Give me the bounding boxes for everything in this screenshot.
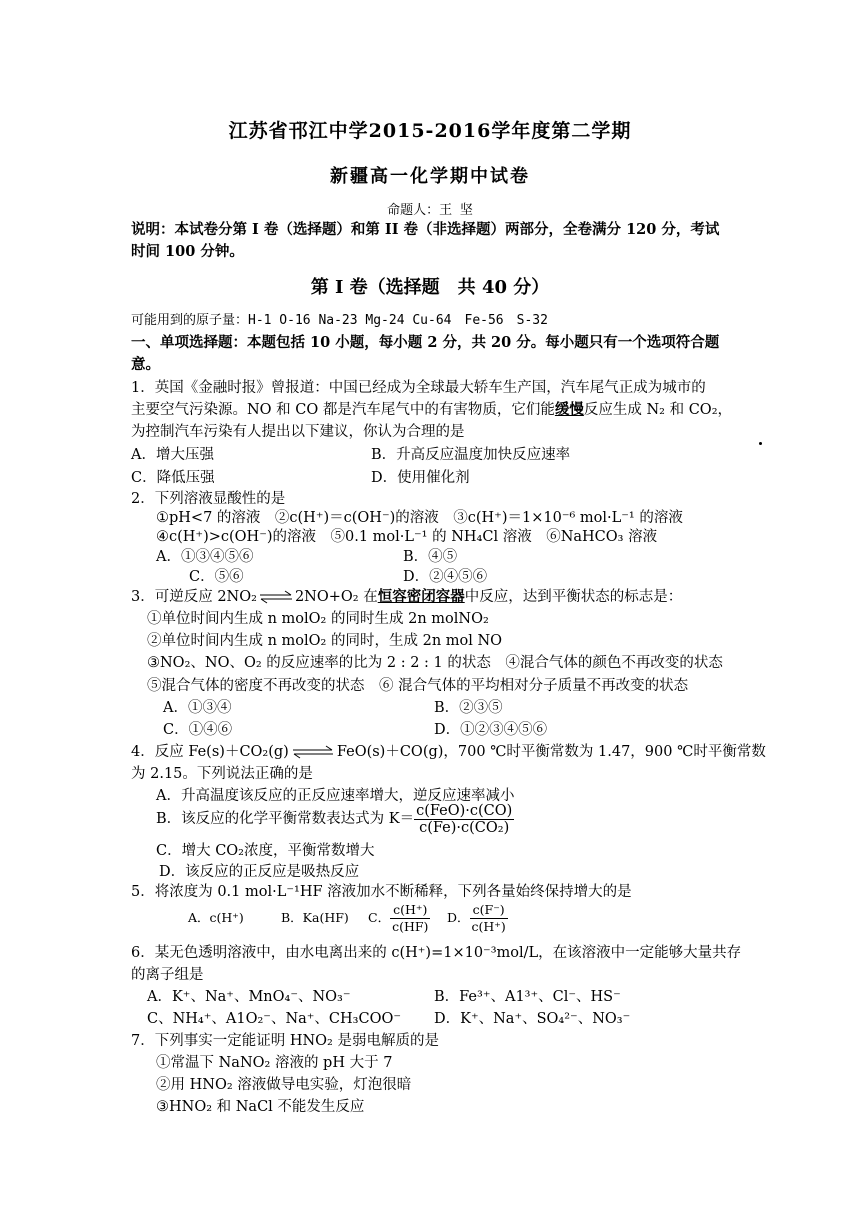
q3-statement-1: ①单位时间内生成 n molO₂ 的同时生成 2n molNO₂ [147, 611, 489, 627]
q5-option-b: B．Ka(HF) [281, 910, 349, 925]
q4-option-d: D．该反应的正反应是吸热反应 [159, 864, 360, 880]
q4-stem-text-a: 4．反应 Fe(s)＋CO₂(g) [131, 744, 289, 760]
q5-d-numerator: c(F⁻) [470, 902, 508, 919]
q3-stem-text-a: 3．可逆反应 2NO₂ [131, 589, 257, 605]
q3-statement-4: ⑤混合气体的密度不再改变的状态 ⑥ 混合气体的平均相对分子质量不再改变的状态 [147, 678, 689, 694]
q4-stem-text-b: FeO(s)＋CO(g)，700 ℃时平衡常数为 1.47，900 ℃时平衡常数 [336, 744, 766, 760]
q5-option-d-label: D． [447, 910, 470, 925]
equilibrium-arrow-icon [292, 745, 334, 759]
intro-line-1: 说明：本试卷分第 I 卷（选择题）和第 II 卷（非选择题）两部分，全卷满分 120 分，考试 [131, 221, 720, 238]
exam-title: 江苏省邗江中学2015-2016学年度第二学期 [228, 120, 632, 142]
q4-option-a: A．升高温度该反应的正反应速率增大，逆反应速率减小 [156, 788, 515, 804]
q1-stem-text-a: 主要空气污染源。NO 和 CO 都是汽车尾气中的有害物质，它们能 [131, 402, 555, 418]
intro-line-2: 时间 100 分钟。 [131, 243, 244, 260]
q3-option-b: B．②③⑤ [434, 700, 503, 716]
q4-fraction-denominator: c(Fe)·c(CO₂) [419, 819, 510, 836]
q3-option-d: D．①②③④⑤⑥ [434, 722, 548, 738]
q2-stem: 2．下列溶液显酸性的是 [131, 491, 286, 507]
q6-stem-line-2: 的离子组是 [131, 967, 204, 983]
stray-dot [759, 442, 762, 445]
q7-stem: 7．下列事实一定能证明 HNO₂ 是弱电解质的是 [131, 1033, 439, 1049]
q4-equilibrium-fraction [414, 803, 514, 836]
author-line: 命题人：王 坚 [387, 203, 473, 218]
q1-option-b: B．升高反应温度加快反应速率 [371, 447, 571, 463]
atomic-masses: 可能用到的原子量：H-1 O-16 Na-23 Mg-24 Cu-64 Fe-56 S-32 [131, 313, 548, 328]
q6-option-a: A．K⁺、Na⁺、MnO₄⁻、NO₃⁻ [147, 989, 351, 1005]
q3-option-c: C．①④⑥ [163, 722, 233, 738]
q1-option-d: D．使用催化剂 [371, 470, 470, 486]
q3-statement-2: ②单位时间内生成 n molO₂ 的同时，生成 2n mol NO [147, 633, 503, 649]
q5-option-d [447, 900, 508, 936]
q2-option-a: A．①③④⑤⑥ [156, 549, 254, 565]
exam-subtitle: 新疆高一化学期中试卷 [330, 166, 530, 187]
q3-statement-3: ③NO₂、NO、O₂ 的反应速率的比为 2 : 2 : 1 的状态 ④混合气体的颜色不再改变的状态 [147, 655, 723, 671]
q7-statement-3: ③HNO₂ 和 NaCl 不能发生反应 [156, 1099, 365, 1115]
q3-stem-text-c: 中反应，达到平衡状态的标志是： [464, 589, 683, 605]
section-title: 第 I 卷（选择题 共 40 分） [310, 277, 550, 298]
q2-statements-2: ④c(H⁺)>c(OH⁻)的溶液 ⑤0.1 mol·L⁻¹ 的 NH₄Cl 溶液 ⑥NaHCO₃ 溶液 [156, 529, 658, 545]
q2-option-d: D．②④⑤⑥ [403, 569, 488, 585]
q5-stem: 5．将浓度为 0.1 mol·L⁻¹HF 溶液加水不断稀释，下列各量始终保持增大的是 [131, 884, 632, 900]
section-instruction-1: 一、单项选择题：本题包括 10 小题，每小题 2 分，共 20 分。每小题只有一个选项符合题 [131, 334, 720, 351]
q1-stem-text-b: 反应生成 N₂ 和 CO₂， [583, 402, 733, 418]
q2-option-c: C．⑤⑥ [189, 569, 244, 585]
q4-option-c: C．增大 CO₂浓度，平衡常数增大 [156, 843, 375, 859]
q3-underlined-phrase: 恒容密闭容器 [377, 588, 465, 605]
q7-statement-2: ②用 HNO₂ 溶液做导电实验，灯泡很暗 [156, 1077, 412, 1093]
q1-option-c: C．降低压强 [131, 470, 215, 486]
q6-option-c: C、NH₄⁺、A1O₂⁻、Na⁺、CH₃COO⁻ [147, 1011, 402, 1027]
q3-stem-text-b: 2NO+O₂ 在 [294, 589, 378, 605]
q3-stem [131, 587, 682, 607]
section-instruction-2: 意。 [131, 356, 160, 373]
q6-stem-line-1: 6．某无色透明溶液中，由水电离出来的 c(H⁺)=1×10⁻³mol/L，在该溶液中一定能够大量共存 [131, 945, 742, 961]
q1-stem-line-2 [131, 400, 732, 420]
q4-fraction-numerator: c(FeO)·c(CO) [416, 802, 513, 819]
q1-stem-line-3: 为控制汽车污染有人提出以下建议，你认为合理的是 [131, 424, 465, 440]
q6-option-d: D．K⁺、Na⁺、SO₄²⁻、NO₃⁻ [434, 1011, 631, 1027]
q5-c-numerator: c(H⁺) [390, 902, 430, 919]
q1-stem-line-1: 1．英国《金融时报》曾报道：中国已经成为全球最大轿车生产国，汽车尾气正成为城市的 [131, 380, 706, 396]
q3-option-a: A．①③④ [163, 700, 232, 716]
q4-option-b-text: B．该反应的化学平衡常数表达式为 K＝ [156, 811, 415, 827]
q5-option-c [368, 900, 430, 936]
q4-stem-line-2: 为 2.15。下列说法正确的是 [131, 766, 313, 782]
q5-d-denominator: c(H⁺) [471, 919, 506, 934]
q6-option-b: B．Fe³⁺、A1³⁺、Cl⁻、HS⁻ [434, 989, 621, 1005]
q2-statements-1: ①pH<7 的溶液 ②c(H⁺)＝c(OH⁻)的溶液 ③c(H⁺)＝1×10⁻⁶ mol·L⁻¹ 的溶液 [156, 510, 683, 526]
q5-c-denominator: c(HF) [392, 919, 429, 934]
q1-underlined-word: 缓慢 [554, 401, 584, 418]
q7-statement-1: ①常温下 NaNO₂ 溶液的 pH 大于 7 [156, 1055, 393, 1071]
q5-option-a: A．c(H⁺) [188, 910, 244, 925]
q2-option-b: B．④⑤ [403, 549, 458, 565]
equilibrium-arrow-icon [259, 590, 293, 604]
q1-option-a: A．增大压强 [131, 447, 214, 463]
q5-option-c-label: C． [368, 910, 391, 925]
q5-option-c-fraction [390, 902, 430, 935]
q4-stem-line-1 [131, 742, 766, 762]
q4-option-b [156, 801, 514, 837]
q5-option-d-fraction [470, 902, 508, 935]
